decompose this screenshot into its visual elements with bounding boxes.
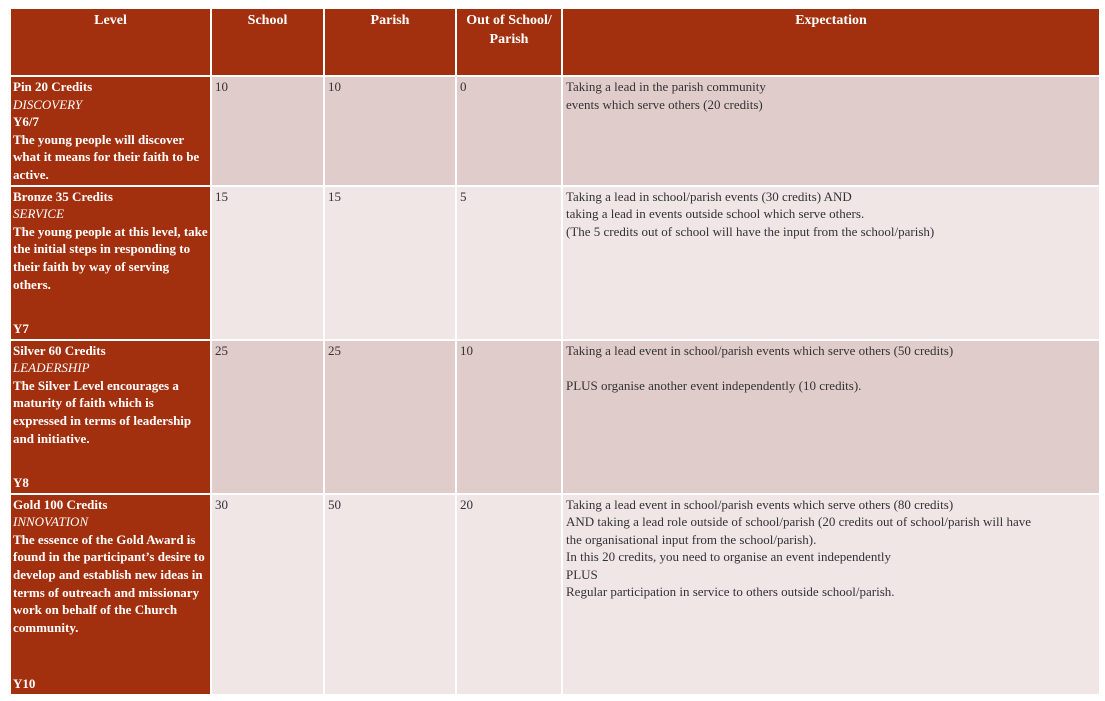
school-credits: 15 (211, 186, 324, 340)
table-row-pin (10, 76, 1100, 186)
expectation-cell (562, 186, 1100, 340)
expectation-line: Taking a lead event in school/parish events which serve others (80 credits) (566, 496, 954, 512)
table-row-gold (10, 494, 1100, 695)
header-expectation: Expectation (562, 8, 1100, 76)
header-school: School (211, 8, 324, 76)
expectation-line: PLUS (566, 566, 598, 582)
header-out-of-school-parish: Out of School/ Parish (456, 8, 562, 76)
level-title: Silver 60 Credits (13, 342, 106, 358)
table-row-bronze (10, 186, 1100, 340)
level-name: INNOVATION (13, 514, 89, 530)
level-cell-bronze (10, 186, 211, 340)
expectation-line: Taking a lead in school/parish events (30 credits) AND (566, 188, 852, 204)
level-description: The Silver Level encourages a maturity of faith which is expressed in terms of leadership and initiative. (13, 377, 192, 446)
school-credits: 30 (211, 494, 324, 695)
expectation-cell (562, 76, 1100, 186)
expectation-line: Regular participation in service to others outside school/parish. (566, 584, 895, 600)
expectation-line: Taking a lead in the parish community (566, 79, 766, 94)
school-credits: 10 (211, 76, 324, 186)
level-description: The young people at this level, take the initial steps in responding to their faith by way of serving others. (13, 223, 208, 292)
level-cell-pin (10, 76, 211, 186)
expectation-line: events which serve others (20 credits) (566, 96, 763, 112)
level-name: LEADERSHIP (13, 360, 90, 376)
level-name: DISCOVERY (13, 96, 83, 112)
award-levels-table (9, 7, 1101, 696)
expectation-line: Taking a lead event in school/parish events which serve others (50 credits) (566, 342, 954, 358)
header-row (10, 8, 1100, 76)
header-level: Level (10, 8, 211, 76)
out-of-school-credits: 5 (456, 186, 562, 340)
level-description: The essence of the Gold Award is found in the participant’s desire to develop and establish new ideas in terms of outreach and missionary work on behalf of the Church community. (13, 531, 205, 635)
level-year: Y6/7 (13, 114, 39, 130)
level-name: SERVICE (13, 206, 65, 222)
header-parish: Parish (324, 8, 456, 76)
expectation-line: the organisational input from the school/parish). (566, 531, 817, 547)
out-of-school-credits: 10 (456, 340, 562, 494)
out-of-school-credits: 20 (456, 494, 562, 695)
expectation-cell (562, 494, 1100, 695)
expectation-line: taking a lead in events outside school which serve others. (566, 206, 865, 222)
expectation-line: In this 20 credits, you need to organise an event independently (566, 549, 892, 565)
parish-credits: 50 (324, 494, 456, 695)
out-of-school-credits: 0 (456, 76, 562, 186)
level-title: Gold 100 Credits (13, 496, 108, 512)
level-cell-gold (10, 494, 211, 695)
level-title: Pin 20 Credits (13, 79, 93, 94)
expectation-blank-line (566, 359, 1096, 377)
expectation-line: AND taking a lead role outside of school/parish (20 credits out of school/parish will have (566, 514, 1032, 530)
level-cell-silver (10, 340, 211, 494)
level-year: Y10 (13, 675, 36, 691)
level-year: Y7 (13, 320, 29, 336)
school-credits: 25 (211, 340, 324, 494)
expectation-cell (562, 340, 1100, 494)
level-title: Bronze 35 Credits (13, 188, 113, 204)
level-description: The young people will discover what it means for their faith to be active. (13, 131, 200, 182)
parish-credits: 25 (324, 340, 456, 494)
level-year: Y8 (13, 474, 29, 490)
parish-credits: 10 (324, 76, 456, 186)
expectation-line: PLUS organise another event independently (10 credits). (566, 377, 862, 393)
table-row-silver (10, 340, 1100, 494)
expectation-line: (The 5 credits out of school will have the input from the school/parish) (566, 223, 935, 239)
parish-credits: 15 (324, 186, 456, 340)
